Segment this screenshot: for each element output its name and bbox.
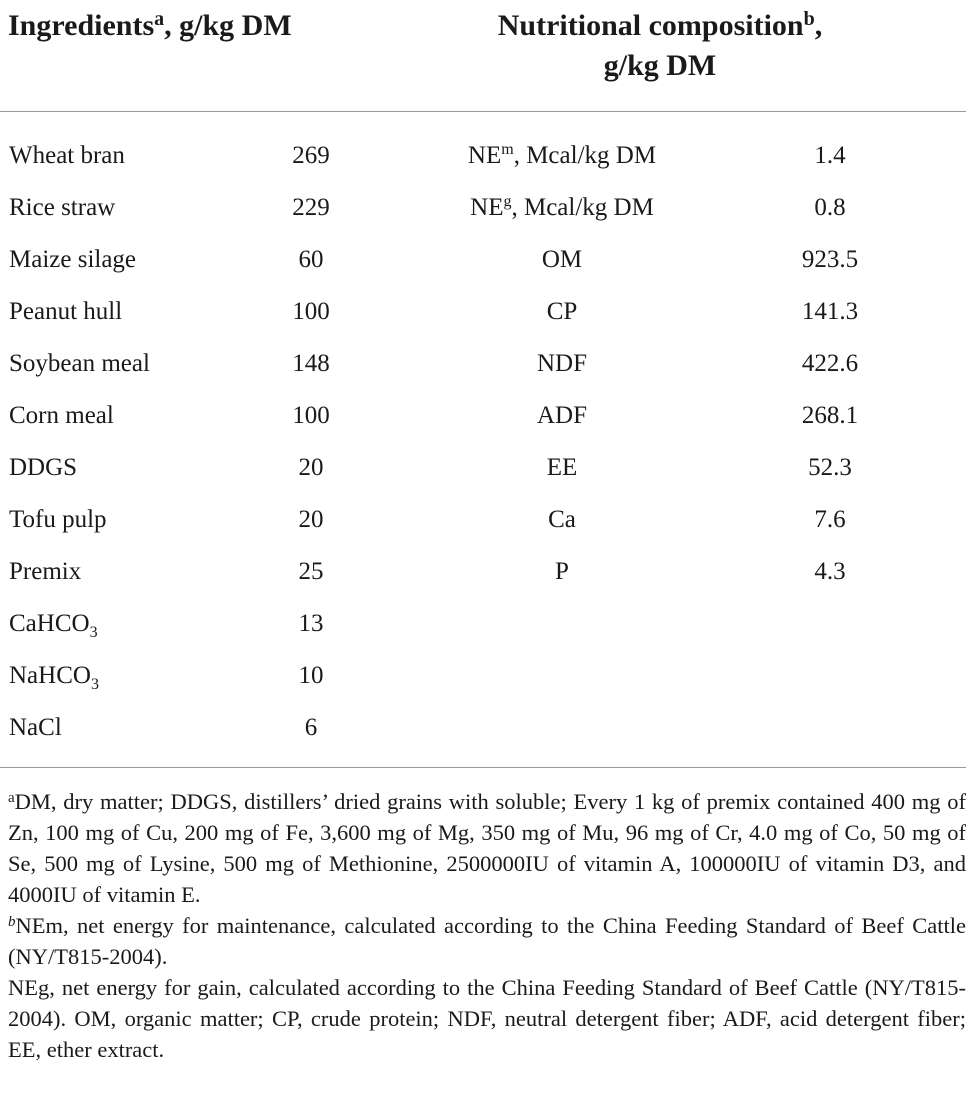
- amount-cell: 229: [292, 194, 330, 221]
- table-row: [0, 390, 973, 442]
- amount-cell: 20: [298, 506, 324, 533]
- table-row: [0, 650, 973, 702]
- nutrient-value-cell: 268.1: [801, 402, 859, 429]
- ingredient-cell: Corn meal: [9, 402, 114, 429]
- amount-cell: 148: [292, 350, 330, 377]
- table-row: [0, 702, 973, 754]
- amount-cell: 13: [298, 610, 324, 637]
- amount-cell: 10: [298, 662, 324, 689]
- nutrient-value-cell: 7.6: [814, 506, 846, 533]
- amount-cell: 60: [298, 246, 324, 273]
- nutrient-value-cell: 0.8: [814, 194, 846, 221]
- ingredient-cell: [9, 598, 98, 650]
- formula-subscript: 3: [90, 676, 99, 693]
- ingredient-cell: Wheat bran: [9, 142, 125, 169]
- nutrient-cell: P: [555, 558, 569, 585]
- table-row: [0, 494, 973, 546]
- footnote-c-text: NEg, net energy for gain, calculated according to the China Feeding Standard of Beef Cattle (NY/T815-2004). OM, organic matter; CP, crude protein; NDF, neutral detergent fiber; ADF, acid detergent fiber; EE, ether extract.: [8, 975, 966, 1062]
- nutrient-cell: EE: [546, 454, 578, 481]
- nutritional-composition-header: [420, 6, 900, 86]
- table-row: [0, 598, 973, 650]
- nutrient-base: NE: [467, 142, 502, 169]
- table-row: [0, 234, 973, 286]
- ingredient-cell: [9, 650, 99, 702]
- nutrient-superscript: g: [503, 193, 512, 210]
- nutrient-cell: ADF: [536, 402, 587, 429]
- footnote-a: [8, 786, 966, 910]
- nutrient-value-cell: 422.6: [801, 350, 859, 377]
- table-row: [0, 130, 973, 182]
- formula-base: NaHCO: [9, 662, 91, 689]
- nutrient-cell: [400, 182, 724, 234]
- nutrient-cell: OM: [541, 246, 583, 273]
- ingredient-cell: Rice straw: [9, 194, 116, 221]
- amount-cell: 100: [292, 402, 330, 429]
- ingredient-cell: Soybean meal: [9, 350, 150, 377]
- header-divider: [0, 111, 966, 112]
- formula-base: CaHCO: [9, 610, 90, 637]
- nutrient-units: , Mcal/kg DM: [511, 194, 654, 221]
- nutrient-value-cell: 4.3: [814, 558, 846, 585]
- footnote-a-marker: a: [8, 790, 15, 806]
- footnote-b-text: NEm, net energy for maintenance, calculated according to the China Feeding Standard of Beef Cattle (NY/T815-2004).: [8, 913, 966, 969]
- footnotes: [8, 786, 966, 1065]
- formula-subscript: 3: [89, 624, 98, 641]
- ingredient-cell: Peanut hull: [9, 298, 123, 325]
- ingredients-header-units: , g/kg DM: [164, 9, 292, 42]
- footnote-marker-a: a: [154, 8, 165, 30]
- footnote-b-marker: b: [8, 914, 16, 930]
- table-row: [0, 338, 973, 390]
- nutrient-value-cell: 52.3: [808, 454, 852, 481]
- table-row: [0, 286, 973, 338]
- nutrient-cell: [400, 130, 724, 182]
- amount-cell: 25: [298, 558, 324, 585]
- ingredients-header: [8, 6, 292, 46]
- nutrient-cell: NDF: [536, 350, 587, 377]
- footnote-a-text: DM, dry matter; DDGS, distillers’ dried grains with soluble; Every 1 kg of premix contained 400 mg of Zn, 100 mg of Cu, 200 mg of Fe, 3,600 mg of Mg, 350 mg of Mu, 96 mg of Cr, 4.0 mg of Co, 50 mg of Se, 500 mg of Lysine, 500 mg of Methionine, 2500000IU of vitamin A, 100000IU of vitamin D3, and 4000IU of vitamin E.: [8, 789, 966, 907]
- table-row: [0, 442, 973, 494]
- nutrient-value-cell: 1.4: [814, 142, 846, 169]
- footnote-b: [8, 910, 966, 972]
- nutrient-cell: Ca: [548, 506, 576, 533]
- footnote-marker-b: b: [803, 8, 815, 30]
- ingredient-cell: Maize silage: [9, 246, 137, 273]
- nutrient-superscript: m: [501, 141, 514, 158]
- table-row: [0, 546, 973, 598]
- nutrition-header-title: Nutritional composition: [497, 9, 804, 42]
- amount-cell: 6: [304, 714, 318, 741]
- nutrition-header-comma: ,: [814, 9, 823, 42]
- amount-cell: 20: [298, 454, 324, 481]
- nutrient-value-cell: 923.5: [801, 246, 859, 273]
- nutrition-header-units: g/kg DM: [603, 49, 717, 82]
- amount-cell: 269: [292, 142, 330, 169]
- nutrient-value-cell: 141.3: [801, 298, 859, 325]
- table-row: [0, 182, 973, 234]
- footnote-c: [8, 972, 966, 1065]
- ingredient-cell: Tofu pulp: [9, 506, 107, 533]
- ingredients-header-title: Ingredients: [8, 9, 155, 42]
- ingredient-cell: NaCl: [9, 714, 62, 741]
- ingredient-cell: DDGS: [9, 454, 78, 481]
- footer-divider: [0, 767, 966, 768]
- amount-cell: 100: [292, 298, 330, 325]
- nutrient-base: NE: [470, 194, 504, 221]
- nutrient-units: , Mcal/kg DM: [513, 142, 657, 169]
- nutrient-cell: CP: [546, 298, 578, 325]
- ingredient-cell: Premix: [9, 558, 82, 585]
